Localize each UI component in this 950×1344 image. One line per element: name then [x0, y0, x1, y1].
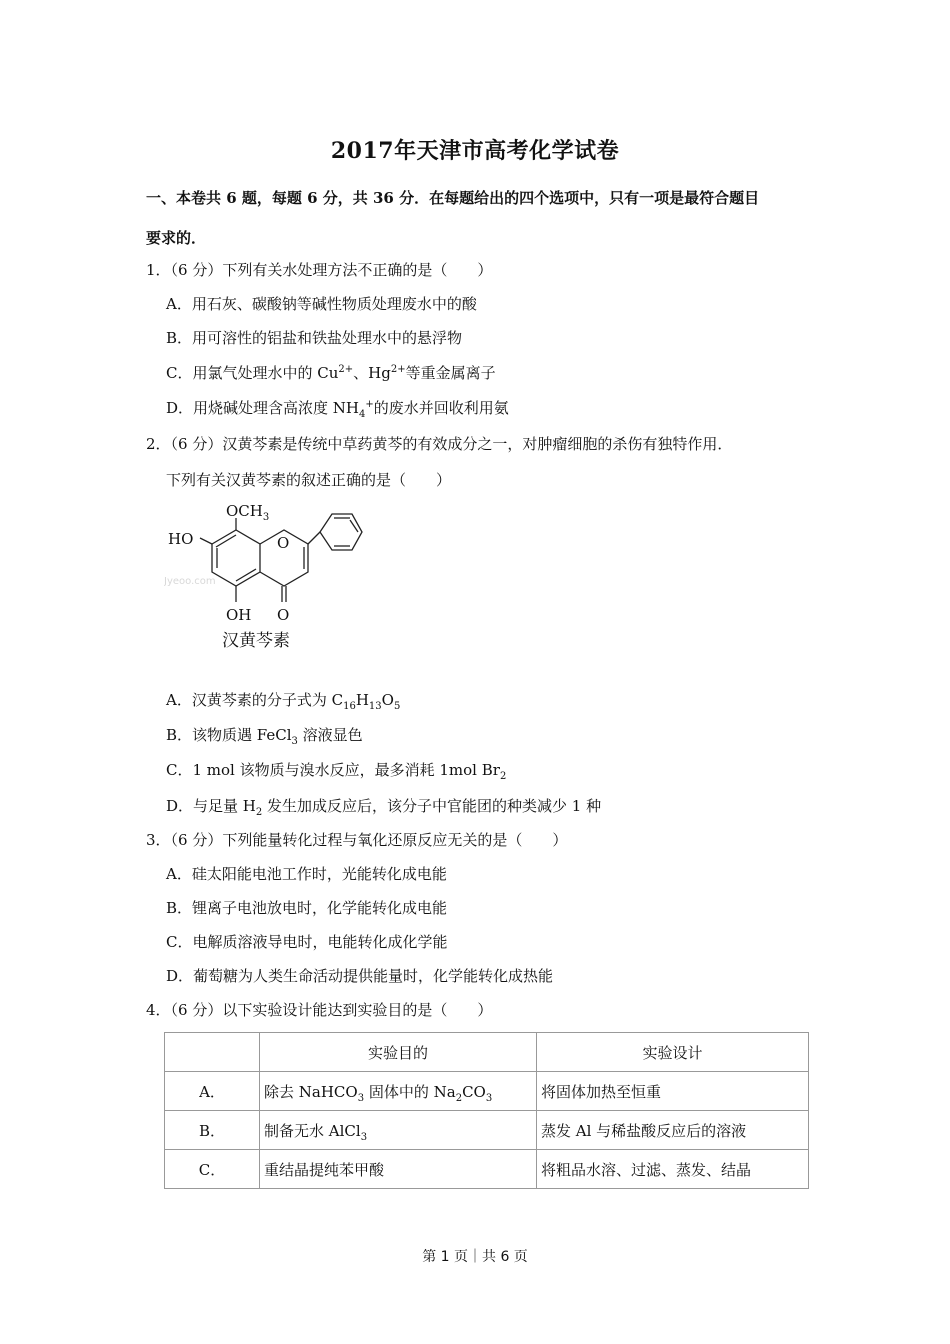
- q2-a-sub-2: 13: [368, 701, 382, 712]
- q2-option-c: [166, 760, 506, 780]
- row-purpose: 制备无水 AlCl$_3$: [260, 1111, 537, 1150]
- section-heading-line2: 要求的．: [146, 229, 207, 247]
- q2-d-text-1: D．与足量 H: [166, 797, 256, 815]
- watermark: Jyeoo.com: [164, 576, 216, 587]
- q2-b-text-2: 溶液显色: [297, 726, 363, 744]
- q3-option-d: D．葡萄糖为人类生命活动提供能量时，化学能转化成热能: [166, 967, 554, 985]
- q1-option-d: [166, 398, 509, 418]
- q2-c-text: C．1 mol 该物质与溴水反应，最多消耗 1mol Br: [166, 761, 500, 779]
- row-label: C．: [165, 1150, 260, 1189]
- q1-option-b: B．用可溶性的铝盐和铁盐处理水中的悬浮物: [166, 329, 463, 347]
- q2-d-text-2: 发生加成反应后，该分子中官能团的种类减少 1 种: [262, 797, 602, 815]
- q2-a-o: O: [381, 691, 394, 709]
- page-title: 2017年天津市高考化学试卷: [330, 138, 620, 164]
- q1-stem: 1．（6 分）下列有关水处理方法不正确的是（ ）: [146, 261, 493, 279]
- table-row: [165, 1072, 809, 1111]
- q2-option-a: [166, 690, 400, 710]
- row-label: A．: [165, 1072, 260, 1111]
- q2-a-h: H: [355, 691, 369, 709]
- row-label: B．: [165, 1111, 260, 1150]
- row-design: 将固体加热至恒重: [537, 1072, 809, 1111]
- table-header-row: [165, 1033, 809, 1072]
- q4-experiment-table: [164, 1032, 809, 1189]
- q2-a-sub-3: 5: [393, 701, 401, 712]
- q4-stem: 4．（6 分）以下实验设计能达到实验目的是（ ）: [146, 1001, 493, 1019]
- wogonin-structure: [164, 496, 374, 658]
- q1-option-c: [166, 363, 496, 383]
- label-ring-oxygen: O: [277, 534, 290, 552]
- q3-stem: 3．（6 分）下列能量转化过程与氧化还原反应无关的是（ ）: [146, 831, 568, 849]
- label-oh: OH: [226, 606, 252, 624]
- table-row: [165, 1150, 809, 1189]
- q3-option-c: C．电解质溶液导电时，电能转化成化学能: [166, 933, 448, 951]
- page-footer: 第 1 页｜共 6 页: [422, 1249, 528, 1265]
- q1-d-text-1: D．用烧碱处理含高浓度 NH: [166, 399, 360, 417]
- q1-c-text-1: C．用氯气处理水中的 Cu: [166, 364, 339, 382]
- q2-a-text: A．汉黄芩素的分子式为 C: [166, 691, 344, 709]
- label-ho: HO: [168, 530, 194, 548]
- header-design: 实验设计: [537, 1033, 809, 1072]
- q1-d-sup: +: [365, 399, 374, 410]
- q1-c-sup-2: 2+: [390, 364, 406, 375]
- row-purpose: 除去 NaHCO$_3$ 固体中的 $Na_2CO_3$: [260, 1072, 537, 1111]
- q2-a-sub-1: 16: [343, 701, 356, 712]
- section-heading-line1: 一、本卷共 6 题，每题 6 分，共 36 分．在每题给出的四个选项中，只有一项是最符合题目: [146, 189, 760, 207]
- row-design: 蒸发 Al 与稀盐酸反应后的溶液: [537, 1111, 809, 1150]
- q1-c-text-3: 等重金属离子: [405, 364, 496, 382]
- q1-d-text-2: 的废水并回收利用氨: [373, 399, 509, 417]
- label-keto-oxygen: O: [277, 606, 290, 624]
- q1-option-a: A．用石灰、碳酸钠等碱性物质处理废水中的酸: [166, 295, 477, 313]
- label-och3: $OCH_3$: [226, 502, 270, 523]
- header-purpose: 实验目的: [260, 1033, 537, 1072]
- q2-option-b: [166, 725, 363, 745]
- ring-a: [212, 530, 260, 586]
- q3-option-b: B．锂离子电池放电时，化学能转化成电能: [166, 899, 448, 917]
- q3-option-a: A．硅太阳能电池工作时，光能转化成电能: [166, 865, 447, 883]
- q2-c-sub: 2: [499, 771, 507, 782]
- q2-stem-line2: 下列有关汉黄芩素的叙述正确的是（ ）: [166, 471, 452, 489]
- table-row: [165, 1111, 809, 1150]
- row-design: 将粗品水溶、过滤、蒸发、结晶: [537, 1150, 809, 1189]
- header-blank: [165, 1033, 260, 1072]
- structure-caption: 汉黄芩素: [222, 631, 290, 651]
- q1-c-sup-1: 2+: [338, 364, 354, 375]
- q2-option-d: [166, 796, 601, 816]
- q1-d-sub: 4: [359, 409, 366, 420]
- q2-b-sub: 3: [291, 736, 298, 747]
- phenyl-ring: [320, 514, 362, 550]
- q2-b-text-1: B．该物质遇 FeCl: [166, 726, 292, 744]
- q2-stem-line1: 2．（6 分）汉黄芩素是传统中草药黄芩的有效成分之一，对肿瘤细胞的杀伤有独特作用．: [146, 435, 733, 453]
- row-purpose: 重结晶提纯苯甲酸: [260, 1150, 537, 1189]
- q1-c-text-2: 、Hg: [353, 364, 391, 382]
- q2-d-sub: 2: [255, 807, 263, 818]
